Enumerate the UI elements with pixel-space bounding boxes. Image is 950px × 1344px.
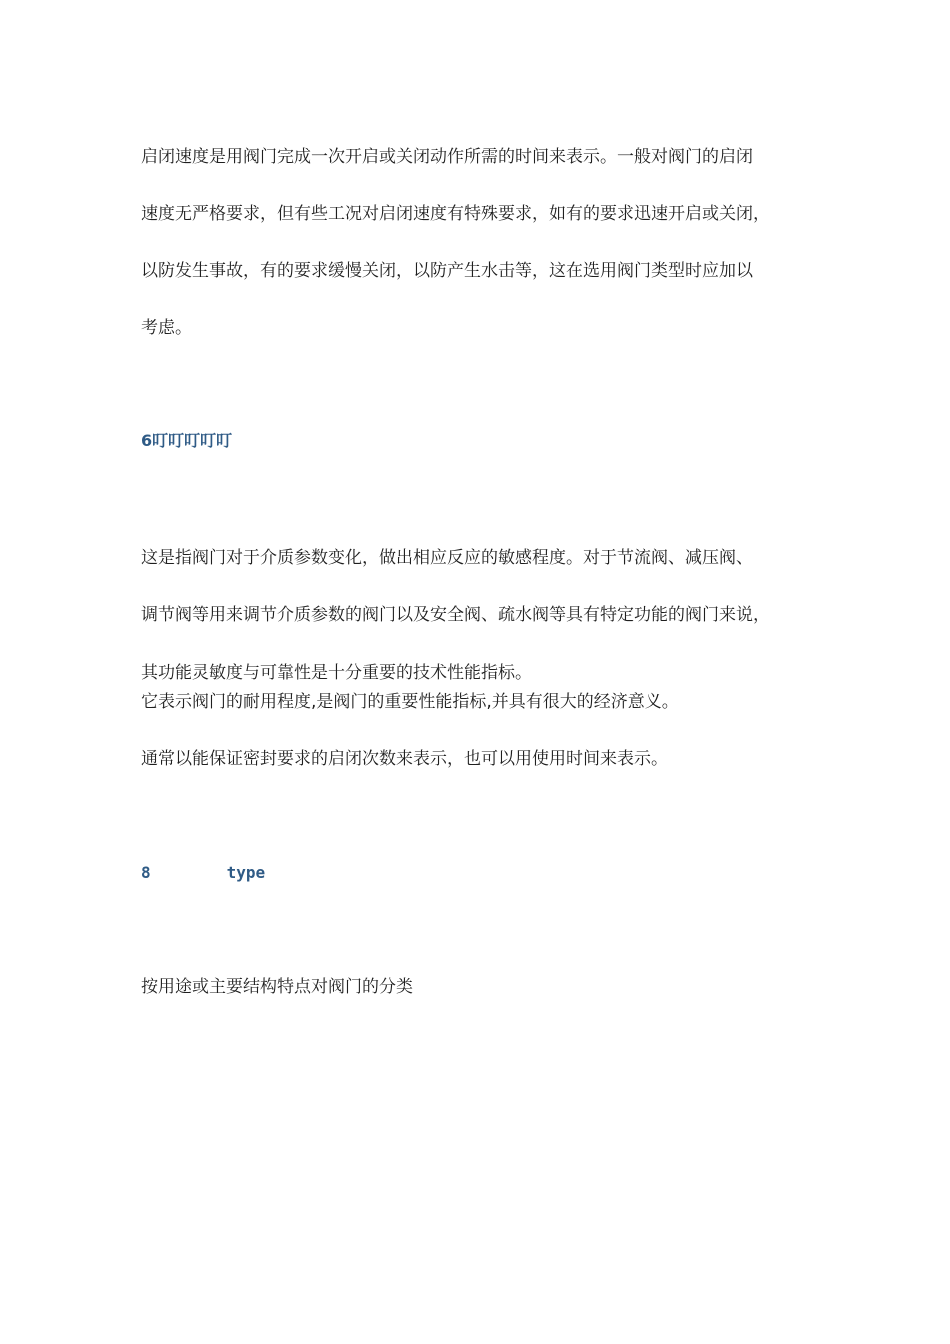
- paragraph-line: 启闭速度是用阀门完成一次开启或关闭动作所需的时间来表示。一般对阀门的启闭: [141, 147, 753, 167]
- section-heading-6: [141, 430, 232, 452]
- paragraph-line: 速度无严格要求，但有些工况对启闭速度有特殊要求，如有的要求迅速开启或关闭，: [141, 204, 770, 224]
- heading-text: 叮叮叮叮叮: [152, 431, 233, 450]
- paragraph-line: 考虑。: [141, 318, 192, 338]
- paragraph-line: 以防发生事故，有的要求缓慢关闭，以防产生水击等，这在选用阀门类型时应加以: [141, 261, 753, 281]
- section-heading-8: [141, 862, 265, 884]
- paragraph-line: 它表示阀门的耐用程度,是阀门的重要性能指标,并具有很大的经济意义。: [141, 692, 679, 712]
- paragraph-line: 按用途或主要结构特点对阀门的分类: [141, 977, 413, 997]
- paragraph-line: 其功能灵敏度与可靠性是十分重要的技术性能指标。: [141, 663, 532, 683]
- heading-text: type: [226, 863, 266, 882]
- heading-number: 6: [141, 431, 153, 450]
- paragraph-line: 这是指阀门对于介质参数变化，做出相应反应的敏感程度。对于节流阀、减压阀、: [141, 548, 753, 568]
- heading-number: 8: [141, 863, 151, 882]
- paragraph-line: 调节阀等用来调节介质参数的阀门以及安全阀、疏水阀等具有特定功能的阀门来说，: [141, 605, 770, 625]
- paragraph-line: 通常以能保证密封要求的启闭次数来表示，也可以用使用时间来表示。: [141, 749, 668, 769]
